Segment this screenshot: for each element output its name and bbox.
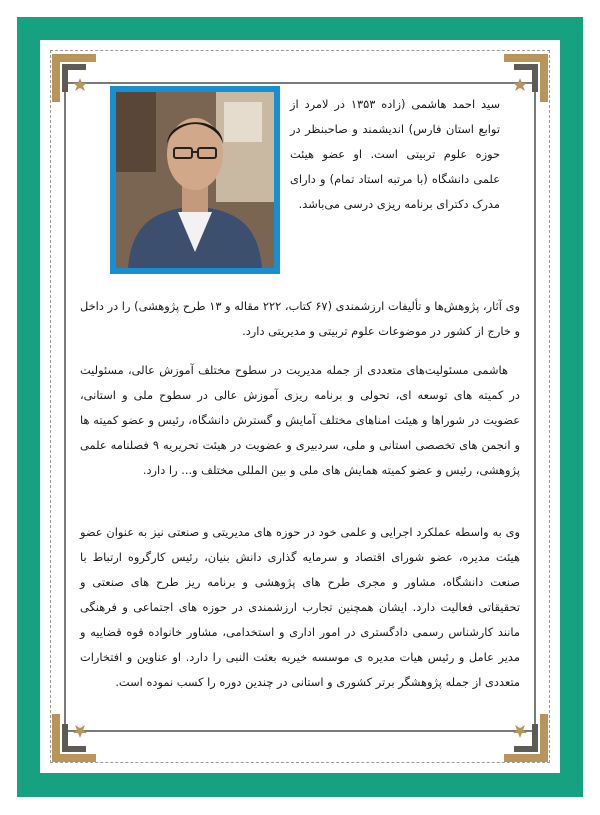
- corner-ornament-icon: [502, 52, 550, 104]
- intro-text: سید احمد هاشمی (زاده ۱۳۵۳ در لامرد از توابع استان فارس) اندیشمند و صاحبنظر در حوزه علوم تربیتی است. او عضو هیئت علمی دانشگاه (با مرتبه استاد تمام) و دارای مدرک دکترای برنامه ریزی درسی می‌باشد.: [290, 97, 500, 211]
- executive-paragraph: وی به واسطه عملکرد اجرایی و علمی خود در حوزه های مدیریتی و صنعتی نیز به عنوان عضو هیئت مدیره، عضو شورای اقتصاد و سرمایه گذاری دانش بنیان، رئیس کارگروه ارتباط با صنعت دانشگاه، مشاور و مجری طرح های پژوهشی و برنامه ریز طرح های صنعتی و تحقیقاتی فعالیت دارد. ایشان همچنین تجارب ارزشمندی در حوزه های اجتماعی و فرهنگی مانند کارشناس رسمی دادگستری در امور اداری و استخدامی، مشاور خانواده قوه قضاییه و مدیر عامل و رئیس هیات مدیره ی موسسه خیریه بعثت النبی را دارد. او عناوین و افتخارات متعددی از جمله پژوهشگر برتر کشوری و استانی در چندین دوره را کسب نموده است.: [80, 525, 520, 689]
- works-paragraph: وی آثار، پژوهش‌ها و تألیفات ارزشمندی (۶۷ کتاب، ۲۲۲ مقاله و ۱۳ طرح پژوهشی) را در داخل و خارج از کشور در موضوعات علوم تربیتی و مدیریتی دارد.: [80, 299, 520, 338]
- corner-ornament-icon: [50, 52, 98, 104]
- portrait-photo: [116, 92, 274, 268]
- photo-frame: [110, 86, 280, 274]
- portrait-photo-icon: [116, 92, 274, 268]
- corner-ornament-icon: [50, 712, 98, 764]
- corner-ornament-icon: [502, 712, 550, 764]
- responsibilities-paragraph: هاشمی مسئولیت‌های متعددی از جمله مدیریت در سطوح مختلف آموزش عالی، مسئولیت در کمیته های توسعه ای، تحولی و برنامه ریزی آموزش عالی در سطوح ملی و استانی، عضویت در شوراها و هیئت امناهای مختلف آمایش و گسترش دانشگاه، رئیس و عضو کمیته ها و انجمن های تخصصی استانی و ملی، سردبیری و عضویت در هیئت تحریریه ۹ فصلنامه علمی پژوهشی، رئیس و عضو کمیته همایش های ملی و بین المللی مختلف و... را دارد.: [80, 363, 520, 477]
